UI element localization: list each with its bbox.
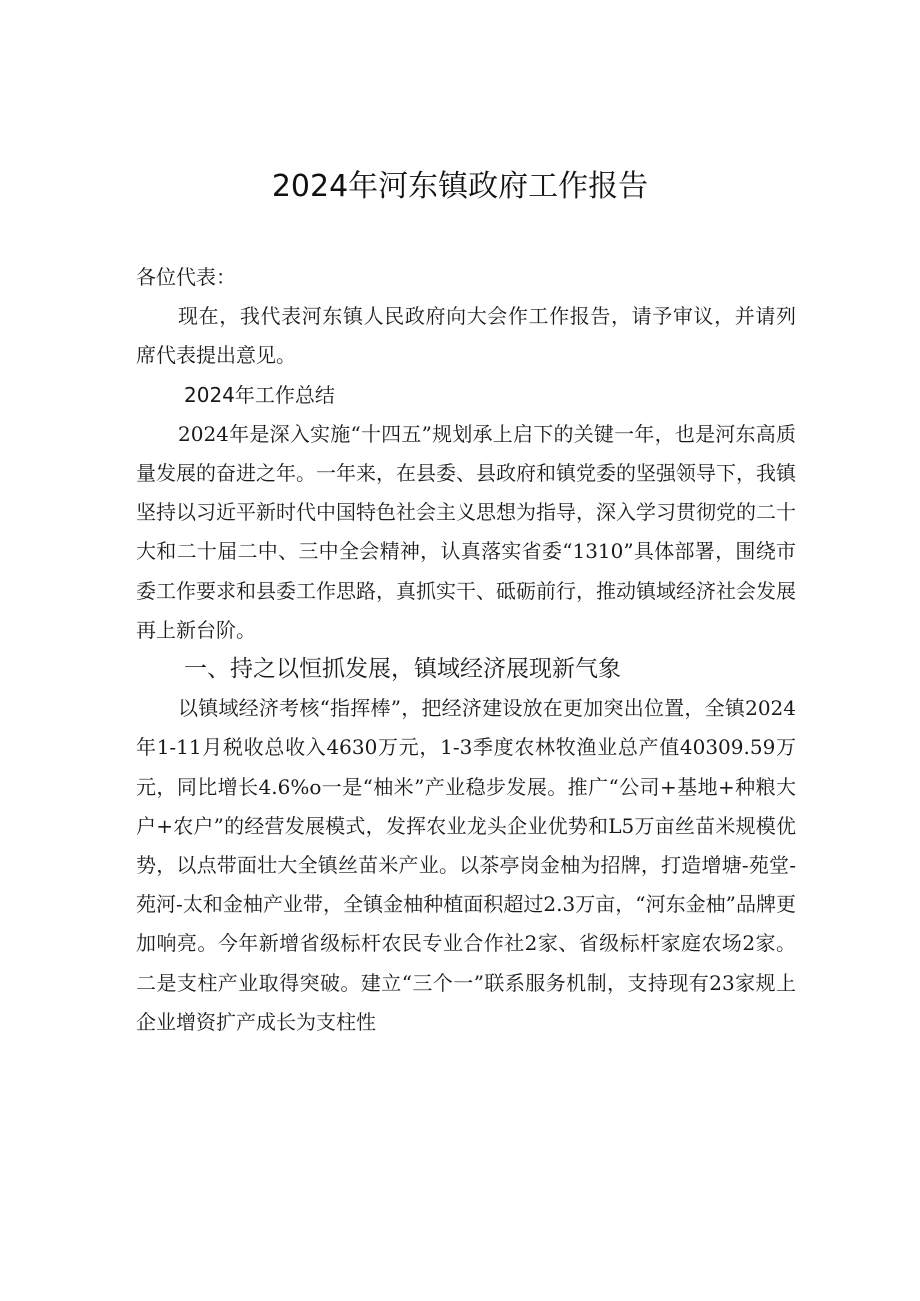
summary-heading: 2024年工作总结: [184, 382, 335, 407]
summary-paragraph: 2024年是深入实施“十四五”规划承上启下的关键一年，也是河东高质量发展的奋进之年。一年来，在县委、县政府和镇党委的坚强领导下，我镇坚持以习近平新时代中国特色社会主义思想为指导，深入学习贯彻党的二十大和二十届二中、三中全会精神，认真落实省委“1310”具体部署，围绕市委工作要求和县委工作思路，真抓实干、砥砺前行，推动镇域经济社会发展再上新台阶。: [136, 421, 796, 642]
section-one-heading: 一、持之以恒抓发展，镇域经济展现新气象: [184, 656, 621, 683]
section-one-paragraph: 以镇域经济考核“指挥棒”，把经济建设放在更加突出位置，全镇2024年1-11月税收总收入4630万元，1-3季度农林牧渔业总产值40309.59万元，同比增长4.6%o一是“柚米”产业稳步发展。推广“公司+基地+种粮大户+农户”的经营发展模式，发挥农业龙头企业优势和L5万亩丝苗米规模优势，以点带面壮大全镇丝苗米产业。以茶亭岗金柚为招牌，打造增塘-苑堂-苑河-太和金柚产业带，全镇金柚种植面积超过2.3万亩，“河东金柚”品牌更加响亮。今年新增省级标杆农民专业合作社2家、省级标杆家庭农场2家。二是支柱产业取得突破。建立“三个一”联系服务机制，支持现有23家规上企业增资扩产成长为支柱性: [136, 696, 796, 1034]
intro-paragraph: 现在，我代表河东镇人民政府向大会作工作报告，请予审议，并请列席代表提出意见。: [136, 304, 796, 368]
salutation: 各位代表：: [136, 265, 236, 289]
document-body: [136, 258, 796, 1042]
document-title: 2024年河东镇政府工作报告: [271, 169, 649, 204]
